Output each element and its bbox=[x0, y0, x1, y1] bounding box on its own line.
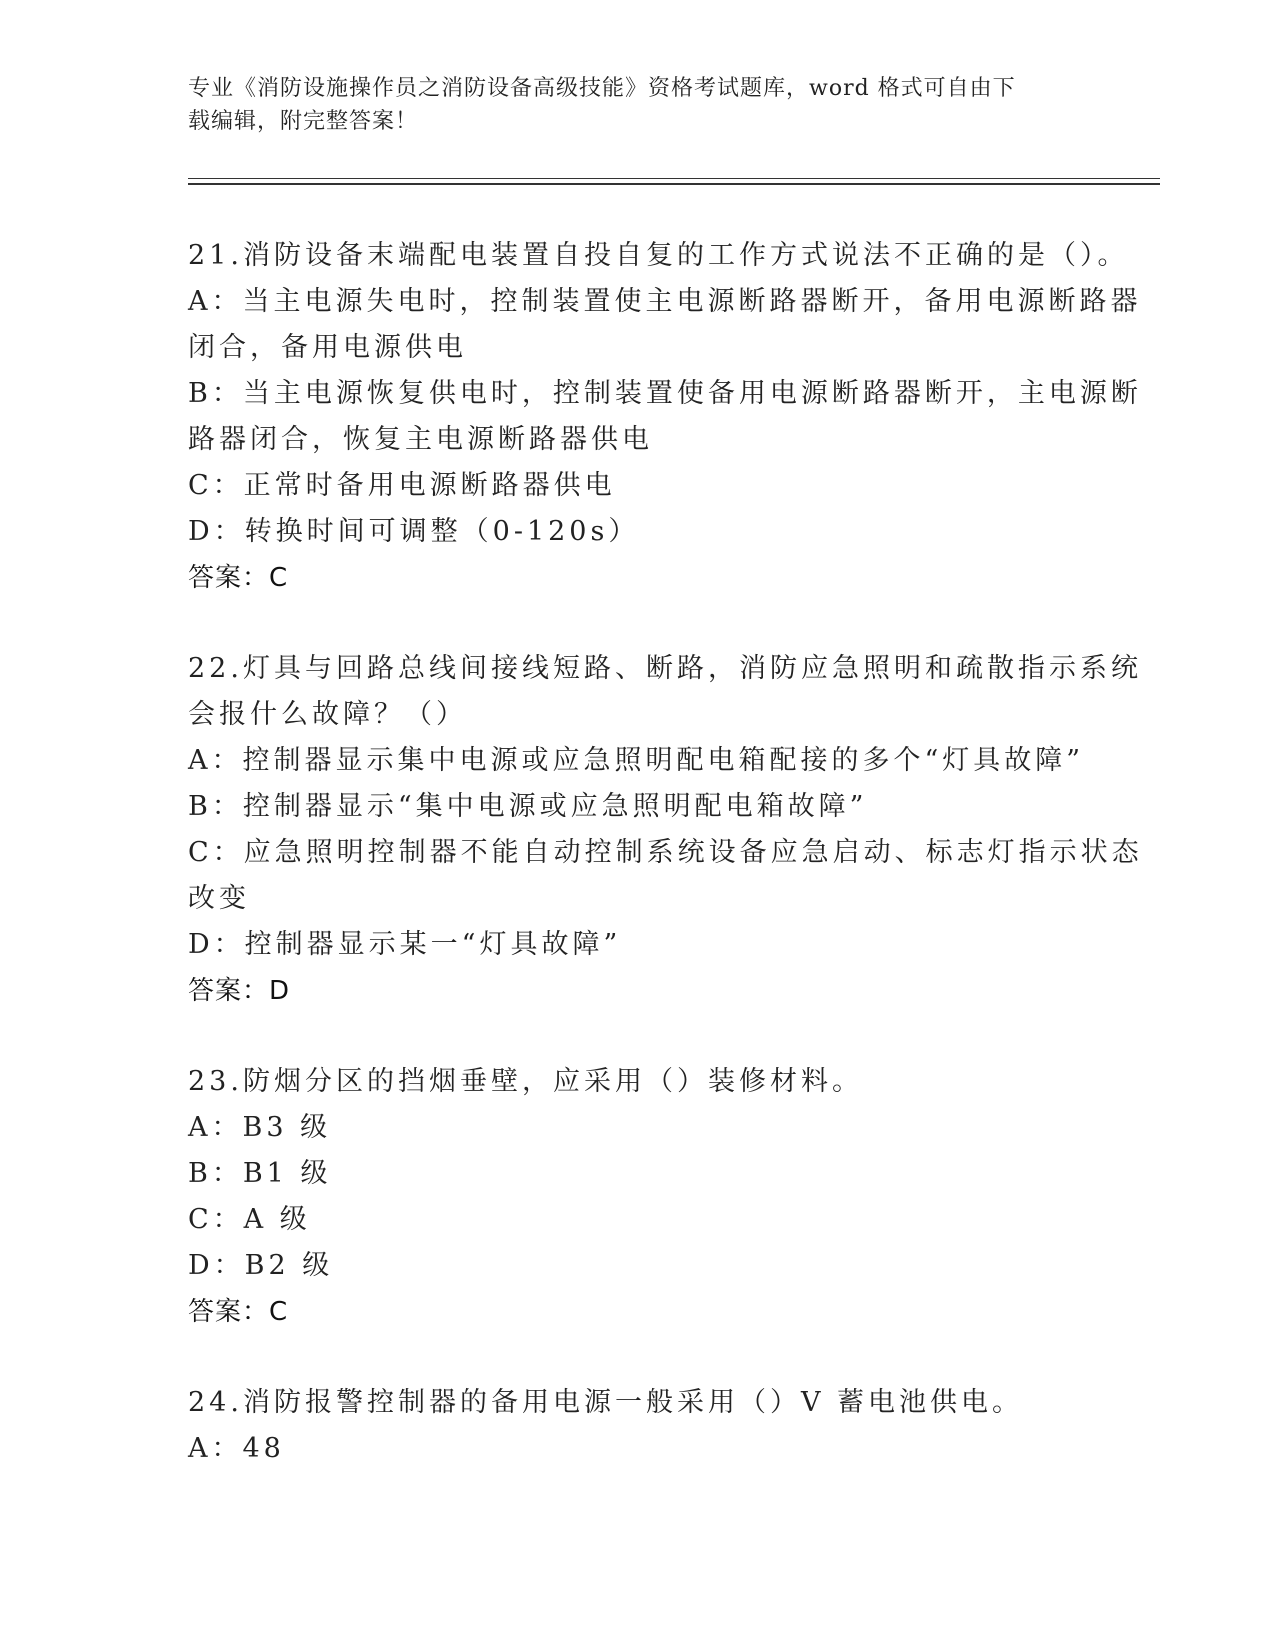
question-22-answer: 答案：D bbox=[188, 976, 291, 1006]
question-21-option-c: C：正常时备用电源断路器供电 bbox=[188, 470, 616, 501]
question-21-stem: 21.消防设备末端配电装置自投自复的工作方式说法不正确的是（）。 bbox=[188, 240, 1129, 271]
question-21 bbox=[188, 233, 1142, 601]
header-line-1: 专业《消防设施操作员之消防设备高级技能》资格考试题库，word 格式可自由下 bbox=[188, 76, 1016, 101]
question-22-option-c: C：应急照明控制器不能自动控制系统设备应急启动、标志灯指示状态 bbox=[188, 837, 1143, 868]
question-24 bbox=[188, 1380, 1088, 1472]
header-divider-thin bbox=[188, 178, 1160, 179]
question-23-option-b: B：B1 级 bbox=[188, 1158, 332, 1189]
question-22-option-c-cont: 改变 bbox=[188, 883, 250, 914]
question-22-option-b: B：控制器显示“集中电源或应急照明配电箱故障” bbox=[188, 791, 868, 822]
question-22-stem: 22.灯具与回路总线间接线短路、断路，消防应急照明和疏散指示系统 bbox=[188, 653, 1142, 684]
question-21-option-a: A：当主电源失电时，控制装置使主电源断路器断开，备用电源断路器 bbox=[188, 286, 1142, 317]
question-21-option-b: B：当主电源恢复供电时，控制装置使备用电源断路器断开，主电源断 bbox=[188, 378, 1142, 409]
question-21-option-a-cont: 闭合，备用电源供电 bbox=[188, 332, 467, 363]
question-21-option-d: D：转换时间可调整（0-120s） bbox=[188, 516, 640, 547]
question-23-option-d: D：B2 级 bbox=[188, 1250, 334, 1281]
document-header bbox=[188, 72, 1068, 138]
question-22-stem-cont: 会报什么故障？（） bbox=[188, 699, 467, 730]
question-22-option-d: D：控制器显示某一“灯具故障” bbox=[188, 929, 622, 960]
question-22 bbox=[188, 646, 1143, 1014]
question-23 bbox=[188, 1059, 1088, 1335]
question-23-option-c: C：A 级 bbox=[188, 1204, 311, 1235]
question-23-answer: 答案：C bbox=[188, 1297, 289, 1327]
header-divider-thick bbox=[188, 183, 1160, 185]
question-22-option-a: A：控制器显示集中电源或应急照明配电箱配接的多个“灯具故障” bbox=[188, 745, 1085, 776]
question-23-stem: 23.防烟分区的挡烟垂壁，应采用（）装修材料。 bbox=[188, 1066, 863, 1097]
header-line-2: 载编辑，附完整答案！ bbox=[188, 109, 419, 134]
question-21-answer: 答案：C bbox=[188, 563, 289, 593]
question-23-option-a: A：B3 级 bbox=[188, 1112, 332, 1143]
question-24-stem: 24.消防报警控制器的备用电源一般采用（）V 蓄电池供电。 bbox=[188, 1387, 1024, 1418]
question-24-option-a: A：48 bbox=[188, 1433, 285, 1464]
question-21-option-b-cont: 路器闭合，恢复主电源断路器供电 bbox=[188, 424, 653, 455]
